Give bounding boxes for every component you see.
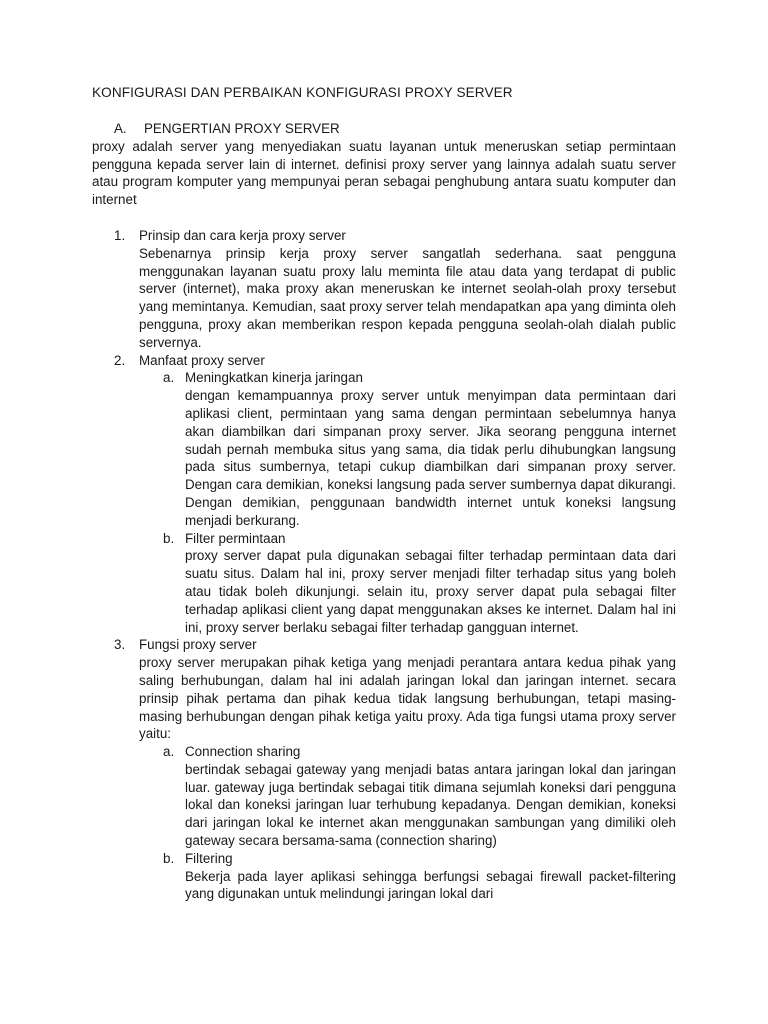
list-item-number: 3. xyxy=(114,637,126,653)
sub-item-connection-sharing xyxy=(163,743,676,850)
numbered-list xyxy=(92,227,676,903)
list-item-heading: Prinsip dan cara kerja proxy server xyxy=(139,227,346,243)
sub-item-paragraph: proxy server dapat pula digunakan sebagai filter terhadap permintaan data dari suatu situs. Dalam hal ini, proxy server menjadi filter terhadap situs yang boleh atau tidak boleh dikunjungi. selain itu, proxy server dapat pula sebagai filter terhadap aplikasi client yang dapat menggunakan akses ke internet. Dalam hal ini ini, proxy server berlaku sebagai filter terhadap gangguan internet. xyxy=(185,548,676,635)
section-a-heading xyxy=(92,120,676,138)
list-item-number: 2. xyxy=(114,352,126,368)
section-a-number: A. xyxy=(114,121,127,136)
sub-item-heading: Meningkatkan kinerja jaringan xyxy=(185,370,363,386)
sub-item-paragraph: bertindak sebagai gateway yang menjadi batas antara jaringan lokal dan jaringan luar. gateway juga bertindak sebagai titik dimana sejumlah koneksi dari pengguna lokal dan koneksi jaringan luar terhubung kepadanya. Dengan demikian, koneksi dari jaringan lokal ke internet akan menggunakan sambungan yang dimiliki oleh gateway secara bersama-sama (connection sharing) xyxy=(185,761,676,849)
sub-item-filter xyxy=(163,530,676,637)
sub-item-heading: Filtering xyxy=(185,850,233,866)
list-item-manfaat xyxy=(92,352,676,637)
list-item-fungsi xyxy=(92,636,676,903)
sub-item-letter: a. xyxy=(163,744,175,760)
list-item-paragraph: Sebenarnya prinsip kerja proxy server sangatlah sederhana. saat pengguna menggunakan layanan suatu proxy lalu meminta file atau data yang terdapat di public server (internet), maka proxy akan meneruskan ke internet seolah-olah proxy tersebut yang memintanya. Kemudian, saat proxy server telah mendapatkan apa yang diminta oleh pengguna, proxy akan memberikan respon kepada pengguna seolah-olah dialah public servernya. xyxy=(139,245,676,350)
sub-item-paragraph: dengan kemampuannya proxy server untuk menyimpan data permintaan dari aplikasi client, permintaan yang sama dengan permintaan sebelumnya hanya akan diambilkan dari simpanan proxy server. Jika seorang pengguna internet sudah pernah membuka situs yang sama, dia tidak perlu dihubungkan langsung pada situs sumbernya, tetapi cukup diambilkan dari simpanan proxy server. Dengan cara demikian, koneksi langsung pada server sumbernya dapat dikurangi. Dengan demikian, penggunaan bandwidth internet untuk koneksi langsung menjadi berkurang. xyxy=(185,388,676,528)
document-title: KONFIGURASI DAN PERBAIKAN KONFIGURASI PROXY SERVER xyxy=(92,85,513,100)
section-a-paragraph: proxy adalah server yang menyediakan suatu layanan untuk meneruskan setiap permintaan pengguna kepada server lain di internet. definisi proxy server yang lainnya adalah suatu server atau program komputer yang mempunyai peran sebagai penghubung antara suatu komputer dan internet xyxy=(92,138,676,208)
sub-item-letter: b. xyxy=(163,850,175,866)
sub-item-letter: b. xyxy=(163,530,175,546)
list-item-number: 1. xyxy=(114,227,126,243)
sub-item-filtering xyxy=(163,850,676,903)
section-a-title: PENGERTIAN PROXY SERVER xyxy=(144,121,340,136)
sub-item-heading: Connection sharing xyxy=(185,744,301,760)
list-item-heading: Fungsi proxy server xyxy=(139,637,257,653)
list-item-prinsip xyxy=(92,227,676,352)
sub-item-paragraph: Bekerja pada layer aplikasi sehingga berfungsi sebagai firewall packet-filtering yang digunakan untuk melindungi jaringan lokal dari xyxy=(185,868,676,902)
sub-item-heading: Filter permintaan xyxy=(185,530,286,546)
list-item-paragraph: proxy server merupakan pihak ketiga yang menjadi perantara antara kedua pihak yang saling berhubungan, dalam hal ini adalah jaringan lokal dan jaringan internet. secara prinsip pihak pertama dan pihak kedua tidak langsung berhubungan, tetapi masing-masing berhubungan dengan pihak ketiga yaitu proxy. Ada tiga fungsi utama proxy server yaitu: xyxy=(139,655,676,742)
list-item-heading: Manfaat proxy server xyxy=(139,352,265,368)
sub-item-kinerja xyxy=(163,369,676,529)
sub-item-letter: a. xyxy=(163,370,175,386)
